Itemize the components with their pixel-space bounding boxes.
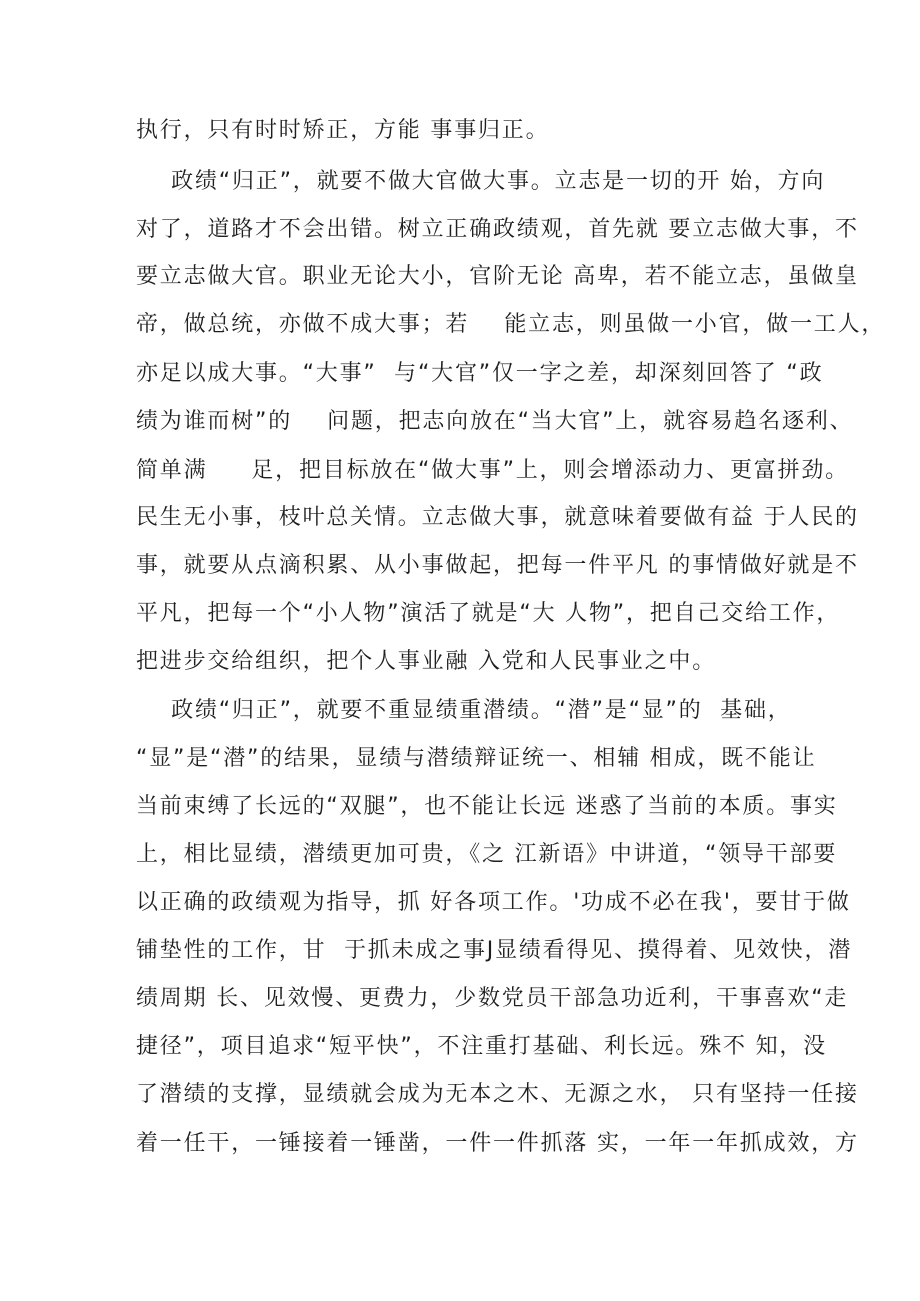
text-line: “显”是“潜”的结果，显绩与潜绩辩证统一、相辅 相成，既不能让: [136, 746, 817, 771]
text-line: 绩周期 长、见效慢、更费力，少数党员干部急功近利，干事喜欢“走: [136, 986, 849, 1011]
text-line: 以正确的政绩观为指导，抓 好各项工作。'功成不必在我'，要甘于做: [136, 890, 851, 915]
text-line: 事，就要从点滴积累、从小事做起，把每一件平凡 的事情做好就是不: [136, 553, 859, 578]
text-line: 执行，只有时时矫正，方能 事事归正。: [136, 118, 550, 143]
text-line: 政绩“归正”，就要不重显绩重潜绩。“潜”是“显”的 基础，: [136, 698, 792, 723]
text-line: 民生无小事，枝叶总关情。立志做大事，就意味着要做有益 于人民的: [136, 505, 859, 530]
text-line: 了潜绩的支撑，显绩就会成为无本之木、无源之水， 只有坚持一任接: [136, 1082, 859, 1107]
text-line: 帝，做总统，亦做不成大事；若 能立志，则虽做一小官，做一工人，: [136, 312, 886, 337]
text-line: 绩为谁而树”的 问题，把志向放在“当大官”上，就容易趋名逐利、: [136, 409, 854, 434]
text-line: 把进步交给组织，把个人事业融 入党和人民事业之中。: [136, 649, 716, 674]
text-line: 要立志做大官。职业无论大小，官阶无论 高卑，若不能立志，虽做皇: [136, 264, 859, 289]
text-line: 当前束缚了长远的“双腿”，也不能让长远 迷惑了当前的本质。事实: [136, 794, 838, 819]
text-line: 亦足以成大事。“大事” 与“大官”仅一字之差，却深刻回答了 “政: [136, 361, 824, 386]
text-line: 着一任干，一锤接着一锤凿，一件一件抓落 实，一年一年抓成效，方: [136, 1131, 859, 1156]
text-line: 简单满 足，把目标放在“做大事”上，则会增添动力、更富拼劲。: [136, 458, 849, 483]
text-line: 对了，道路才不会出错。树立正确政绩观，首先就 要立志做大事，不: [136, 217, 859, 242]
text-line: 上，相比显绩，潜绩更加可贵，《之 江新语》中讲道，“领导干部要: [136, 842, 838, 867]
text-line: 铺垫性的工作，甘 于抓未成之事J显绩看得见、摸得着、见效快，潜: [136, 938, 853, 963]
text-line: 捷径”，项目追求“短平快”，不注重打基础、利长远。殊不 知，没: [136, 1034, 827, 1059]
text-line: 政绩“归正”，就要不做大官做大事。立志是一切的开 始，方向: [136, 169, 826, 194]
text-line: 平凡，把每一个“小人物”演活了就是“大 人物”，把自己交给工作，: [136, 601, 841, 626]
